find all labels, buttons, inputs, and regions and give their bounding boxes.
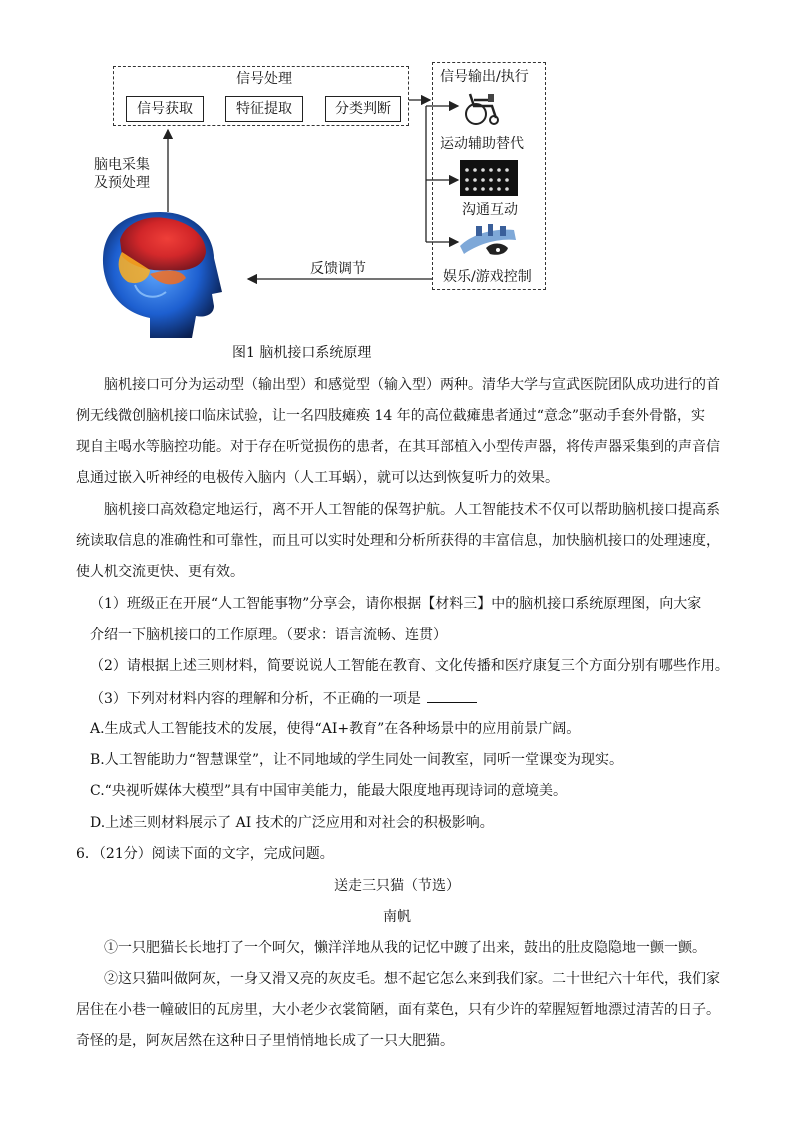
story-para1: ①一只肥猫长长地打了一个呵欠，懒洋洋地从我的记忆中踱了出来，鼓出的肚皮隐隐地一颤一颤。 — [104, 940, 706, 956]
para1-line4: 息通过嵌入听神经的电极传入脑内（人工耳蜗），就可以达到恢复听力的效果。 — [76, 470, 559, 486]
output-motor-assist: 运动辅助替代 — [440, 136, 524, 152]
section6-heading: 6．（21分）阅读下面的文字，完成问题。 — [76, 846, 334, 862]
stage-signal-acquisition: 信号获取 — [126, 96, 204, 122]
human-head-brain-image — [103, 212, 222, 338]
stage-feature-extraction: 特征提取 — [225, 96, 303, 122]
eeg-label-line2: 及预处理 — [94, 175, 150, 191]
signal-output-box — [432, 62, 546, 290]
para1-line2: 例无线微创脑机接口临床试验，让一名四肢瘫痪 14 年的高位截瘫患者通过“意念”驱动手套外骨骼，实 — [76, 408, 706, 424]
question3 — [90, 688, 477, 709]
question1-line2: 介绍一下脑机接口的工作原理。（要求：语言流畅、连贯） — [90, 627, 447, 643]
option-c: C.“央视听媒体大模型”具有中国审美能力，能最大限度地再现诗词的意境美。 — [90, 783, 567, 799]
question2: （2）请根据上述三则材料，简要说说人工智能在教育、文化传播和医疗康复三个方面分别有哪些作用。 — [90, 658, 729, 674]
signal-processing-title: 信号处理 — [236, 71, 292, 87]
output-communication: 沟通互动 — [462, 202, 518, 218]
output-title: 信号输出/执行 — [440, 69, 529, 85]
option-d: D.上述三则材料展示了 AI 技术的广泛应用和对社会的积极影响。 — [90, 815, 494, 831]
para2-line2: 统读取信息的准确性和可靠性，而且可以实时处理和分析所获得的丰富信息，加快脑机接口的处理速度， — [76, 533, 720, 549]
story-para2-line2: 居住在小巷一幢破旧的瓦房里，大小老少衣裳简陋，面有菜色，只有少许的荤腥短暂地漂过清苦的日子。 — [76, 1002, 720, 1018]
story-para2-line1: ②这只猫叫做阿灰，一身又滑又亮的灰皮毛。想不起它怎么来到我们家。二十世纪六十年代，我们家 — [104, 971, 720, 987]
figure-caption: 图1 脑机接口系统原理 — [232, 345, 372, 361]
story-para2-line3: 奇怪的是，阿灰居然在这种日子里悄悄地长成了一只大肥猫。 — [76, 1033, 454, 1049]
para1-line3: 现自主喝水等脑控功能。对于存在听觉损伤的患者，在其耳部植入小型传声器，将传声器采集到的声音信 — [76, 439, 720, 455]
para2-line1: 脑机接口高效稳定地运行，离不开人工智能的保驾护航。人工智能技术不仅可以帮助脑机接口提高系 — [104, 502, 720, 518]
story-title: 送走三只猫（节选） — [334, 878, 460, 894]
story-author: 南帆 — [383, 909, 411, 925]
option-b: B.人工智能助力“智慧课堂”，让不同地域的学生同处一间教室，同听一堂课变为现实。 — [90, 752, 624, 768]
answer-blank[interactable] — [427, 688, 477, 703]
bci-system-figure — [0, 0, 794, 372]
feedback-label: 反馈调节 — [310, 261, 366, 277]
para1-line1: 脑机接口可分为运动型（输出型）和感觉型（输入型）两种。清华大学与宣武医院团队成功进行的首 — [104, 377, 720, 393]
stage-classification: 分类判断 — [325, 96, 401, 122]
option-a: A.生成式人工智能技术的发展，使得“AI+教育”在各种场景中的应用前景广阔。 — [90, 721, 581, 737]
eeg-label-line1: 脑电采集 — [94, 157, 150, 173]
question1-line1: （1）班级正在开展“人工智能事物”分享会，请你根据【材料三】中的脑机接口系统原理图，向大家 — [90, 596, 702, 612]
output-entertainment: 娱乐/游戏控制 — [443, 269, 532, 285]
question3-text: （3）下列对材料内容的理解和分析，不正确的一项是 — [90, 691, 421, 707]
para2-line3: 使人机交流更快、更有效。 — [76, 564, 244, 580]
